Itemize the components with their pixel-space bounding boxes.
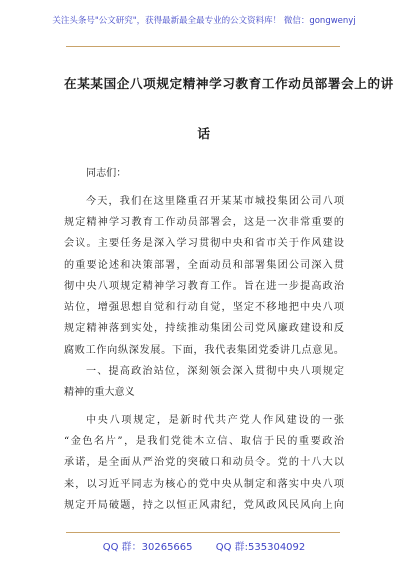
- body-line: 承诺，是全面从严治党的突破口和动员令。党的十八大以: [64, 457, 344, 468]
- section-heading: 一、提高政治站位，深刻领会深入贯彻中央八项规定: [86, 366, 344, 377]
- body-line: 规定精神学习教育工作动员部署会，这是一次非常重要的: [64, 217, 344, 228]
- footer-qq-group-2: QQ 群:535304092: [215, 542, 306, 553]
- body-line: 彻中央八项规定精神学习教育工作。旨在进一步提高政治: [64, 281, 344, 292]
- body-line: 规定开局破题，持之以恒正风肃纪，党风政风民风向上向: [64, 500, 344, 511]
- body-line: 站位，增强思想自觉和行动自觉，坚定不移地把中央八项: [64, 302, 344, 313]
- header-banner: 关注头条号"公文研究"，获得最新最全最专业的公文资料库！ 微信：gongwenyj: [52, 16, 356, 26]
- document-title-continuation: 话: [197, 126, 211, 141]
- body-line: 来，以习近平同志为核心的党中央从制定和落实中央八项: [64, 479, 344, 490]
- section-heading-continuation: 精神的重大意义: [64, 387, 135, 398]
- footer: [0, 538, 408, 553]
- body-line: 的重要论述和决策部署，全面动员和部署集团公司深入贯: [64, 260, 344, 271]
- footer-qq-group-1: QQ 群：30265665: [102, 542, 193, 553]
- body-line: 今天，我们在这里隆重召开某某市城投集团公司八项: [86, 196, 344, 207]
- document-title: 在某某国企八项规定精神学习教育工作动员部署会上的讲: [64, 76, 394, 91]
- body-line: 规定精神落到实处，持续推动集团公司党风廉政建设和反: [64, 323, 344, 334]
- body-line: 腐败工作向纵深发展。下面，我代表集团党委讲几点意见。: [64, 345, 344, 356]
- body-line: “金色名片”，是我们党徙木立信、取信于民的重要政治: [64, 436, 344, 447]
- salutation: 同志们：: [86, 168, 127, 179]
- footer-divider: [66, 532, 340, 533]
- body-line: 中央八项规定，是新时代共产党人作风建设的一张: [86, 415, 344, 426]
- body-line: 会议。主要任务是深入学习贯彻中央和省市关于作风建设: [64, 238, 344, 249]
- header-divider: [66, 46, 340, 47]
